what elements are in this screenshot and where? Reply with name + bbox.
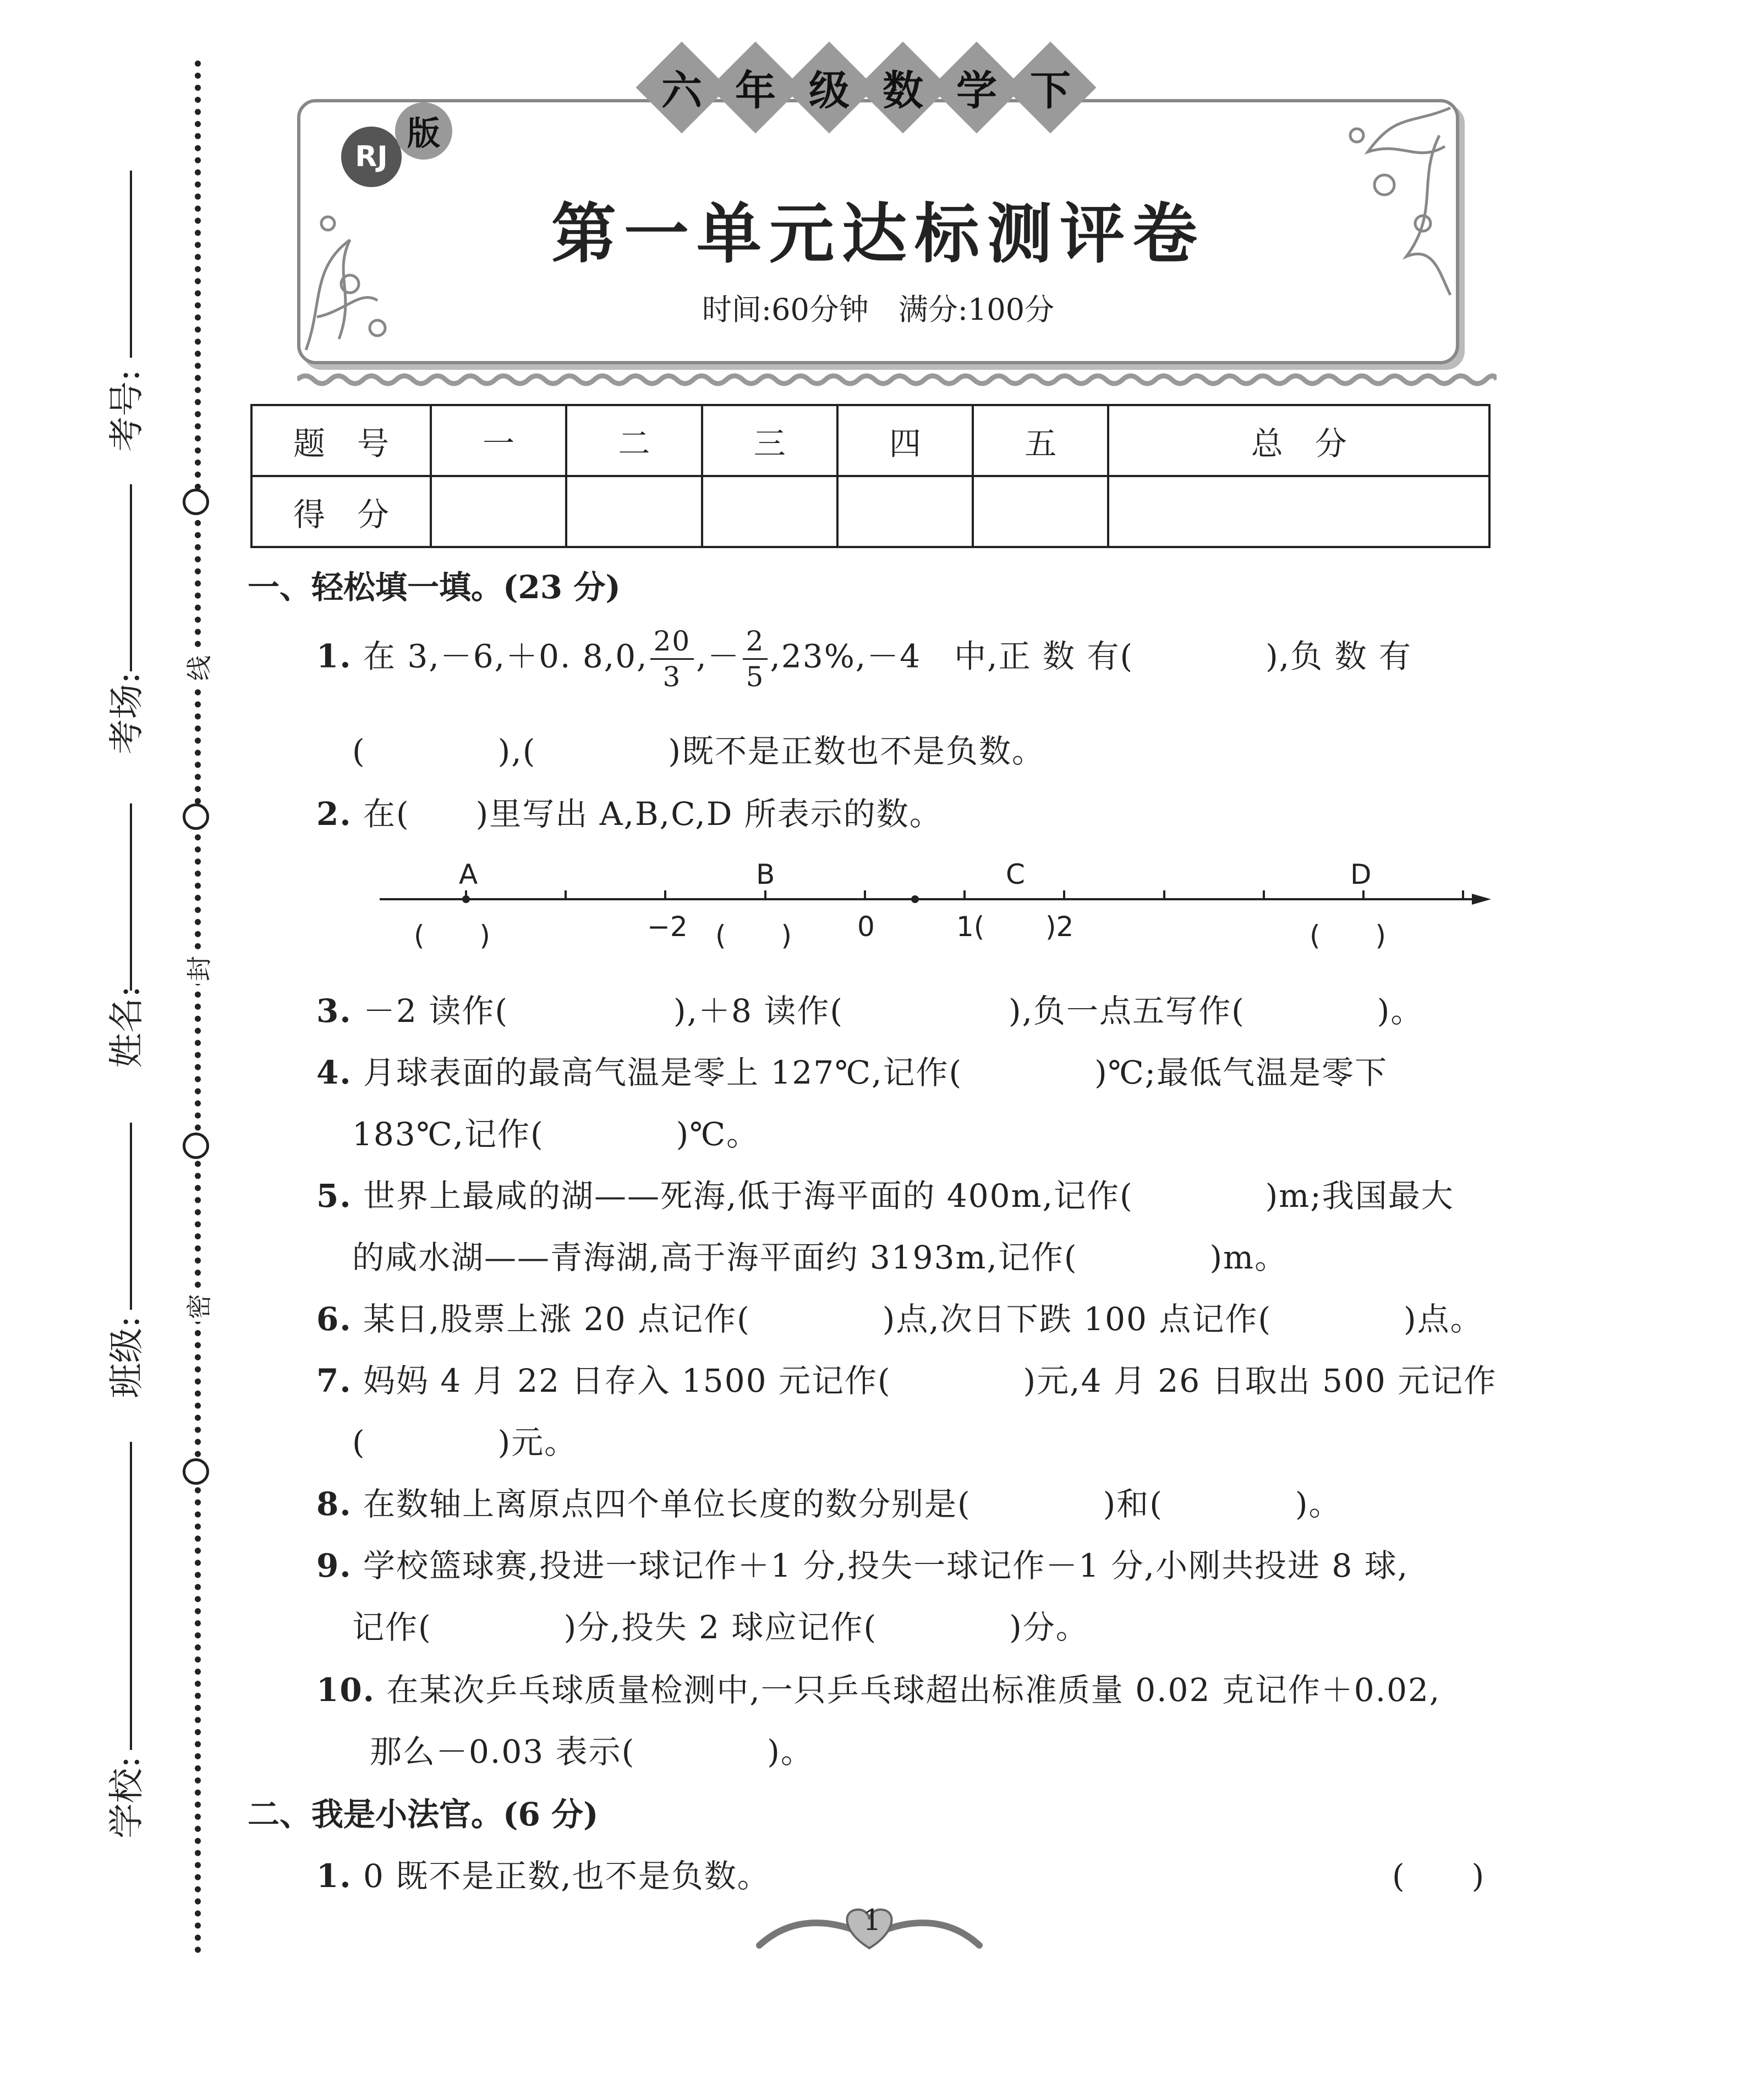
exam-room-label: 考场: [106, 672, 147, 754]
question-2 [316, 788, 943, 834]
tick-label-0: 0 [857, 911, 875, 943]
fraction [743, 627, 768, 691]
answer-bracket[interactable]: ( ) [1392, 1857, 1486, 1895]
table-row [251, 405, 1489, 476]
binding-ring [183, 1133, 209, 1159]
question-text: 妈妈 4 月 22 日存入 1500 元记作( )元,4 月 26 日取出 500 元记作 [363, 1362, 1497, 1399]
point-c-dot [911, 895, 919, 903]
score-input-cell[interactable] [1108, 476, 1489, 547]
judge-question-1 [316, 1850, 770, 1896]
question-1-line2: ( ),( )既不是正数也不是负数。 [352, 732, 1045, 770]
answer-bracket-b[interactable]: ( ) [715, 920, 792, 951]
table-cell: 总 分 [1108, 405, 1489, 476]
question-7-line2: ( )元。 [352, 1424, 578, 1461]
question-1 [316, 627, 1412, 691]
exam-room-field[interactable] [130, 484, 132, 671]
table-cell: 五 [973, 405, 1108, 476]
section-heading: 二、我是小法官。(6 分) [248, 1796, 599, 1833]
point-label-d: D [1350, 858, 1372, 890]
denominator: 5 [746, 661, 765, 693]
arrow-icon [1472, 894, 1491, 905]
question-number: 2. [316, 795, 352, 833]
question-text: 在( )里写出 A,B,C,D 所表示的数。 [363, 795, 943, 833]
fraction [650, 627, 694, 691]
ribbon-diamond: 六 [636, 42, 728, 134]
question-text: 月球表面的最高气温是零上 127℃,记作( )℃;最低气温是零下 [363, 1054, 1388, 1091]
table-cell: 题 号 [251, 405, 431, 476]
wave-divider [297, 372, 1497, 387]
edition-suffix-badge: 版 [395, 102, 452, 160]
ticks [466, 890, 1463, 899]
table-cell: 得 分 [251, 476, 431, 547]
class-label: 班级: [106, 1316, 147, 1398]
question-10 [316, 1664, 1440, 1710]
binding-ring [183, 1458, 209, 1485]
question-number: 7. [316, 1362, 352, 1399]
question-text: 学校篮球赛,投进一球记作＋1 分,投失一球记作－1 分,小刚共投进 8 球, [363, 1547, 1409, 1584]
answer-bracket-a[interactable]: ( ) [414, 920, 491, 951]
question-number: 3. [316, 992, 352, 1030]
score-input-cell[interactable] [702, 476, 837, 547]
denominator: 3 [662, 661, 682, 693]
question-4-line2: 183℃,记作( )℃。 [352, 1115, 760, 1153]
page-title: 第一单元达标测评卷 [551, 195, 1205, 272]
tick-label-2-bracket[interactable]: )2 [1045, 911, 1074, 943]
numerator: 2 [743, 627, 768, 660]
page-number: 1 [863, 1904, 881, 1937]
ribbon-diamond: 年 [710, 42, 802, 134]
table-cell: 一 [431, 405, 566, 476]
table-cell: 四 [837, 405, 973, 476]
score-input-cell[interactable] [973, 476, 1108, 547]
question-text: 在数轴上离原点四个单位长度的数分别是( )和( )。 [363, 1485, 1342, 1523]
tick-label-minus-2: −2 [647, 911, 688, 943]
table-row [251, 476, 1489, 547]
exam-number-field[interactable] [130, 171, 132, 358]
table-cell: 三 [702, 405, 837, 476]
exam-number-label: 考号: [106, 369, 147, 452]
grade-ribbon [649, 55, 1083, 121]
question-10-line2: 那么－0.03 表示( )。 [370, 1733, 814, 1770]
question-9 [316, 1540, 1409, 1586]
point-label-a: A [459, 858, 478, 890]
question-number: 9. [316, 1547, 352, 1584]
tick-label-1-bracket[interactable]: 1( [956, 911, 985, 943]
binding-ring [183, 803, 209, 830]
question-text: 0 既不是正数,也不是负数。 [363, 1857, 770, 1895]
score-input-cell[interactable] [837, 476, 973, 547]
edition-badge: RJ [341, 127, 402, 187]
seal-char-xian: 线 [184, 653, 215, 683]
question-text: ,－ [696, 637, 741, 675]
school-field[interactable] [130, 1442, 132, 1750]
question-6 [316, 1293, 1483, 1339]
question-number: 4. [316, 1054, 352, 1091]
seal-char-mi: 密 [184, 1291, 215, 1322]
question-text: 某日,股票上涨 20 点记作( )点,次日下跌 100 点记作( )点。 [363, 1300, 1483, 1338]
section-heading: 一、轻松填一填。(23 分) [248, 568, 621, 606]
table-cell: 二 [566, 405, 702, 476]
question-8 [316, 1478, 1342, 1524]
point-label-b: B [756, 858, 775, 890]
binding-ring [183, 489, 209, 515]
school-label: 学校: [106, 1756, 147, 1839]
question-text: ,23%,－4 中,正 数 有( ),负 数 有 [770, 637, 1412, 675]
score-input-cell[interactable] [431, 476, 566, 547]
question-3 [316, 985, 1423, 1031]
name-label: 姓名: [106, 986, 147, 1068]
exam-time-info: 时间:60分钟 满分:100分 [702, 292, 1055, 327]
question-text: 在 3,－6,＋0. 8,0, [363, 637, 648, 675]
question-number: 6. [316, 1300, 352, 1338]
question-text: －2 读作( ),＋8 读作( ),负一点五写作( )。 [363, 992, 1424, 1030]
point-a-dot [462, 895, 470, 903]
score-table [250, 404, 1491, 548]
question-4 [316, 1047, 1388, 1093]
numerator: 20 [650, 627, 694, 660]
ribbon-diamond: 级 [784, 42, 875, 134]
question-7 [316, 1355, 1497, 1401]
question-number: 5. [316, 1177, 352, 1215]
ribbon-diamond: 下 [1005, 42, 1097, 134]
seal-char-feng: 封 [184, 953, 215, 984]
question-text: 世界上最咸的湖——死海,低于海平面的 400m,记作( )m;我国最大 [363, 1177, 1454, 1215]
question-text: 在某次乒乓球质量检测中,一只乒乓球超出标准质量 0.02 克记作＋0.02, [386, 1671, 1441, 1709]
point-label-c: C [1006, 858, 1025, 890]
question-5-line2: 的咸水湖——青海湖,高于海平面约 3193m,记作( )m。 [352, 1239, 1288, 1276]
question-number: 1. [316, 637, 352, 675]
question-number: 8. [316, 1485, 352, 1523]
ribbon-diamond: 数 [857, 42, 949, 134]
binding-dotted-line [195, 61, 201, 1954]
question-number: 10. [316, 1671, 375, 1709]
question-5 [316, 1170, 1454, 1216]
name-field[interactable] [130, 803, 132, 991]
question-number: 1. [316, 1857, 352, 1895]
score-input-cell[interactable] [566, 476, 702, 547]
question-9-line2: 记作( )分,投失 2 球应记作( )分。 [352, 1609, 1089, 1646]
ribbon-diamond: 学 [931, 42, 1023, 134]
class-field[interactable] [130, 1123, 132, 1310]
answer-bracket-d[interactable]: ( ) [1310, 920, 1387, 951]
